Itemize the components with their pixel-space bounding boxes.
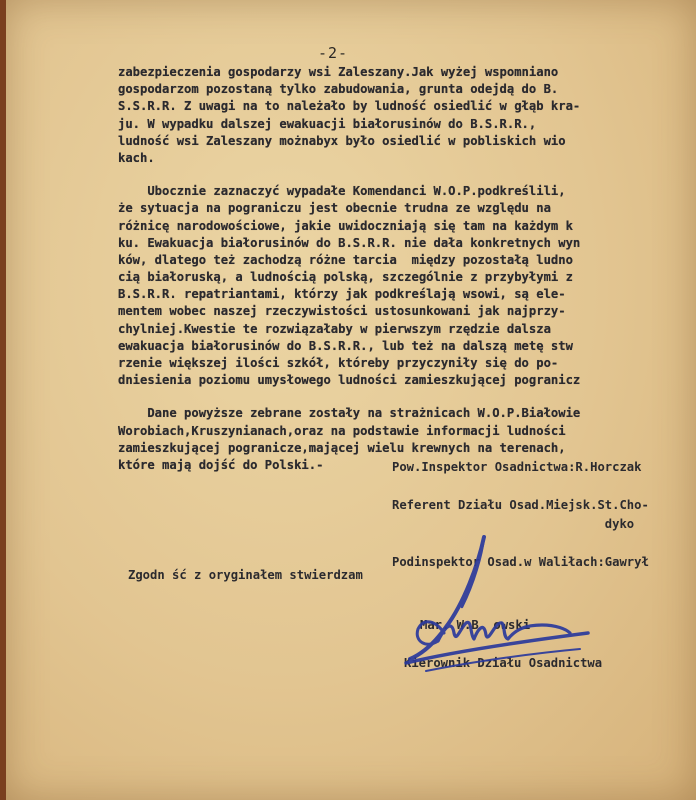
document-body [118,64,696,474]
text-line: mentem wobec naszej rzeczywistości ustosunkowani jak najprzy- [118,304,566,319]
text-line: cią białoruską, a ludnością polską, szczególnie z przybyłymi z [118,270,573,285]
text-line: które mają dojść do Polski.- [118,457,324,472]
text-line: kach. [118,150,155,165]
text-line: zabezpieczenia gospodarzy wsi Zaleszany.Jak wyżej wspomniano [118,65,559,79]
director-name: Mar. W.B owski [420,618,531,632]
text-line: ków, dlatego też zachodzą różne tarcia między pozostałą ludno [118,252,573,267]
document-page [6,0,696,800]
text-line: ju. W wypadku dalszej ewakuacji białorusinów do B.S.R.R., [118,116,537,131]
text-line: rzenie większej ilości szkół, któreby przyczyniły się do po- [118,356,559,370]
text-line: że sytuacja na pograniczu jest obecnie trudna ze względu na [118,201,551,216]
certification-statement: Zgodn ść z oryginałem stwierdzam [128,568,363,582]
text-line: zamieszkującej pogranicze,mającej wielu krewnych na terenach, [118,440,566,455]
text-line: Ubocznie zaznaczyć wypadałe Komendanci W.O.P.podkreślili, [118,184,566,199]
director-title: Kierownik Działu Osadnictwa [404,656,603,670]
signatory-referent: Referent Działu Osad.Miejsk.St.Cho- [392,498,649,512]
text-line: ku. Ewakuacja białorusinów do B.S.R.R. nie dała konkretnych wyn [118,235,581,250]
text-line: gospodarzom pozostaną tylko zabudowania, grunta odejdą do B. [118,82,559,97]
signatory-inspector: Pow.Inspektor Osadnictwa:R.Horczak [392,460,642,474]
page-number: -2- [318,44,349,62]
text-line: Dane powyższe zebrane zostały na strażnicach W.O.P.Białowie [118,406,581,421]
text-line: Worobiach,Kruszynianach,oraz na podstawie informacji ludności [118,423,566,438]
text-line: chylniej.Kwestie te rozwiązałaby w pierwszym rzędzie dalsza [118,321,551,336]
text-line: S.S.R.R. Z uwagi na to należało by ludność osiedlić w głąb kra- [118,99,581,114]
signatory-subinspector: Podinspektor Osad.w Waliłach:Gawrył [392,555,649,569]
text-line: dniesienia poziomu umysłowego ludności zamieszkującej pogranicz [118,373,581,388]
text-line: różnicę narodowościowe, jakie uwidoczniają się tam na każdym k [118,218,573,233]
signatory-referent-cont: dyko [392,517,635,531]
text-line: ludność wsi Zaleszany możnabyx było osiedlić w pobliskich wio [118,133,566,148]
handwritten-signature [366,525,606,685]
text-line: B.S.R.R. repatriantami, którzy jak podkreślają wsowi, są ele- [118,287,566,302]
text-line: ewakuacja białorusinów do B.S.R.R., lub też na dalszą metę stw [118,338,573,353]
